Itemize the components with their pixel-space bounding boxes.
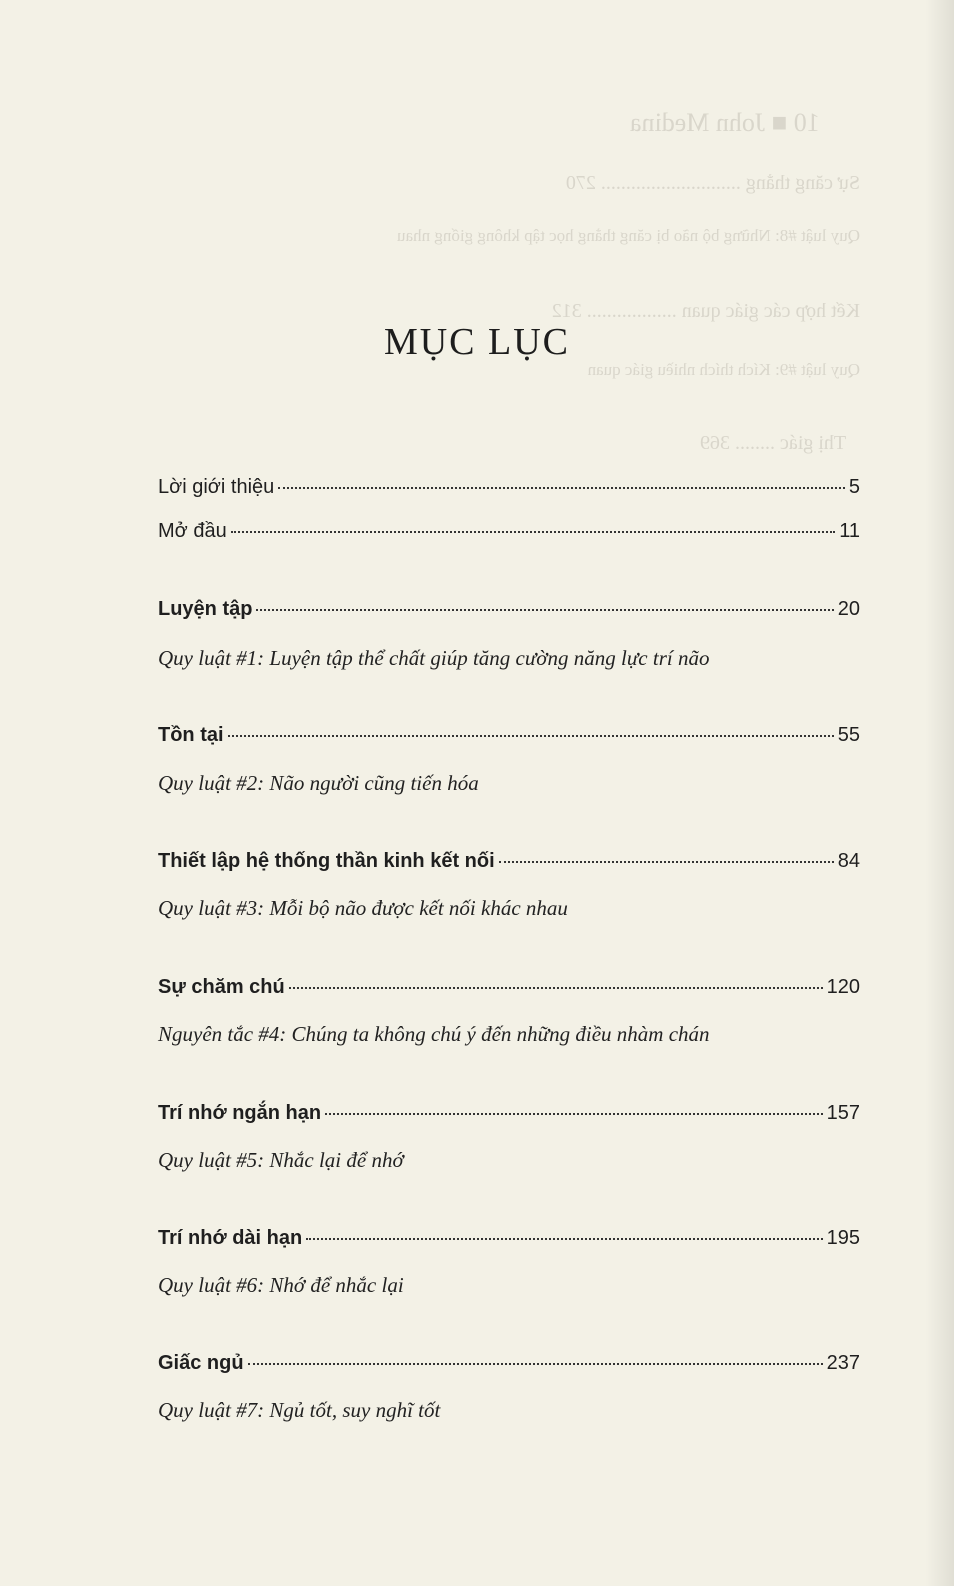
toc-entry-rule: Quy luật #3: Mỗi bộ não được kết nối khác nhau (158, 896, 568, 920)
toc-entry-title: Thiết lập hệ thống thần kinh kết nối (158, 850, 495, 872)
toc-page-number: 157 (826, 1102, 860, 1124)
dot-leader (256, 609, 833, 611)
toc-entry (158, 476, 860, 510)
toc-page-number: 195 (826, 1227, 860, 1249)
bleed-through-header: 10 ■ John Medina (630, 108, 820, 137)
dot-leader (289, 987, 823, 989)
bleed-through-line: Sự căng thẳng ............................ 270 (565, 172, 860, 194)
toc-entry-rule: Quy luật #5: Nhắc lại để nhớ (158, 1148, 404, 1172)
toc-entry (158, 1227, 860, 1261)
toc-entry (158, 1102, 860, 1136)
page-title: MỤC LỤC (383, 321, 571, 363)
toc-entry-title: Lời giới thiệu (158, 476, 275, 498)
bleed-through-line: Quy luật #8: Những bộ não bị căng thẳng học tập không giống nhau (397, 226, 860, 245)
toc-entry (158, 850, 860, 884)
toc-entry (158, 598, 860, 632)
toc-entry-title: Tồn tại (158, 724, 224, 746)
dot-leader (499, 861, 834, 863)
toc-entry-title: Mở đầu (158, 520, 227, 542)
toc-entry-title: Giấc ngủ (158, 1352, 244, 1374)
toc-page-number: 84 (837, 850, 860, 872)
dot-leader (278, 487, 845, 489)
toc-entry-title: Luyện tập (158, 598, 253, 620)
toc-page-number: 20 (837, 598, 860, 620)
toc-page-number: 5 (848, 476, 860, 498)
toc-entry-title: Trí nhớ ngắn hạn (158, 1102, 322, 1124)
dot-leader (248, 1363, 823, 1365)
toc-entry (158, 724, 860, 758)
bleed-through-line: Kết hợp các giác quan .................. 312 (551, 300, 860, 322)
toc-page-number: 120 (826, 976, 860, 998)
toc-entry-rule: Nguyên tắc #4: Chúng ta không chú ý đến những điều nhàm chán (158, 1022, 710, 1046)
toc-entry-rule: Quy luật #2: Não người cũng tiến hóa (158, 771, 479, 795)
toc-entry (158, 976, 860, 1010)
toc-entry-rule: Quy luật #1: Luyện tập thể chất giúp tăng cường năng lực trí não (158, 646, 710, 670)
toc-entry-rule: Quy luật #7: Ngủ tốt, suy nghĩ tốt (158, 1398, 441, 1422)
toc-entry (158, 520, 860, 554)
toc-entry (158, 1352, 860, 1386)
toc-page-number: 55 (837, 724, 860, 746)
bleed-through-line: Thị giác ........ 369 (700, 432, 847, 454)
toc-entry-title: Trí nhớ dài hạn (158, 1227, 303, 1249)
bleed-through-line: Quy luật #9: Kích thích nhiều giác quan (587, 360, 860, 379)
dot-leader (325, 1113, 823, 1115)
toc-page-number: 11 (839, 520, 860, 542)
toc-entry-rule: Quy luật #6: Nhớ để nhắc lại (158, 1273, 404, 1297)
dot-leader (306, 1238, 822, 1240)
toc-entry-title: Sự chăm chú (158, 976, 285, 998)
dot-leader (231, 531, 836, 533)
dot-leader (228, 735, 834, 737)
toc-page-number: 237 (826, 1352, 860, 1374)
